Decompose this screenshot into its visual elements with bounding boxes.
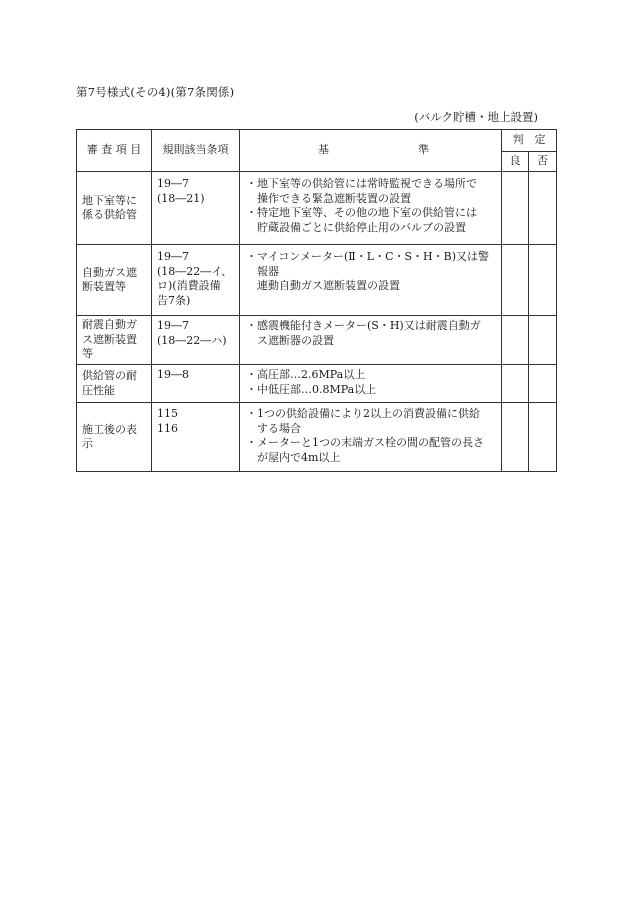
- judgment-good-cell[interactable]: [502, 403, 529, 472]
- review-item-line: ス遮断装置: [82, 332, 137, 346]
- table-row: [77, 403, 557, 472]
- review-item-line: 示: [82, 437, 93, 450]
- standard-line: する場合: [257, 421, 301, 435]
- standard-bullet: [246, 206, 501, 235]
- bullet-mark: ・: [246, 206, 257, 219]
- judgment-bad-cell[interactable]: [529, 245, 557, 316]
- review-item-line: 供給管の耐: [82, 369, 137, 382]
- rule-article-cell: [152, 316, 240, 365]
- review-item-line: 施工後の表: [82, 422, 137, 436]
- form-title: 第7号様式(その4)(第7条関係): [76, 85, 235, 99]
- review-item-cell: [77, 316, 152, 365]
- review-item-line: 等: [82, 347, 93, 361]
- review-item-cell: [77, 365, 152, 403]
- standard-line: 地下室等の供給管には常時監視できる場所で: [257, 177, 477, 190]
- standard-text: [257, 368, 501, 383]
- rule-article-line: ロ)(消費設備: [157, 279, 221, 292]
- bullet-mark: ・: [246, 177, 257, 190]
- rule-article-line: 19―7: [157, 319, 189, 332]
- rule-article-cell: [152, 172, 240, 245]
- standard-line: 1つの供給設備により2以上の消費設備に供給: [257, 407, 480, 420]
- rule-article-line: 19―7: [157, 177, 189, 190]
- standard-line: 報器: [257, 264, 279, 278]
- standard-bullet: [246, 383, 501, 398]
- bullet-mark: ・: [246, 319, 257, 332]
- rule-article-cell: [152, 365, 240, 403]
- table-row: [77, 245, 557, 316]
- rule-article-line: 19―7: [157, 250, 189, 263]
- judgment-bad-cell[interactable]: [529, 172, 557, 245]
- standard-line: 感震機能付きメーター(S・H)又は耐震自動ガ: [257, 319, 481, 332]
- review-item-line: 断装置等: [82, 280, 126, 293]
- standard-line: 操作できる緊急遮断装置の設置: [257, 191, 411, 205]
- standard-text: [257, 383, 501, 398]
- review-item-cell: [77, 403, 152, 472]
- judgment-good-cell[interactable]: [502, 245, 529, 316]
- rule-article-line: 告7条): [157, 293, 191, 307]
- standard-bullet: [246, 368, 501, 383]
- standard-text: [257, 407, 501, 436]
- bullet-mark: ・: [246, 250, 257, 263]
- standard-text: [257, 177, 501, 206]
- header-bad: 否: [529, 152, 557, 172]
- header-standard-right: 準: [418, 143, 429, 156]
- header-judgment: 判 定: [502, 130, 557, 152]
- standard-bullet: [246, 319, 501, 348]
- table-row: [77, 172, 557, 245]
- review-item-cell: [77, 172, 152, 245]
- rule-article-line: 115: [157, 407, 178, 420]
- rule-article-cell: [152, 403, 240, 472]
- standard-line: ス遮断器の設置: [257, 333, 334, 347]
- standard-line: 貯蔵設備ごとに供給停止用のバルブの設置: [257, 220, 466, 234]
- judgment-good-cell[interactable]: [502, 316, 529, 365]
- standard-text: [257, 436, 501, 465]
- standard-text: [257, 250, 501, 294]
- rule-article-line: (18―21): [157, 191, 205, 205]
- standard-cell: [240, 365, 502, 403]
- standard-bullet: [246, 407, 501, 436]
- standard-cell: [240, 403, 502, 472]
- table-row: [77, 365, 557, 403]
- standard-line: 中低圧部…0.8MPa以上: [257, 382, 377, 396]
- judgment-good-cell[interactable]: [502, 172, 529, 245]
- header-good: 良: [502, 152, 529, 172]
- review-item-line: 圧性能: [82, 383, 115, 397]
- header-standard-left: 基: [318, 143, 329, 156]
- review-item-line: 係る供給管: [82, 208, 137, 221]
- standard-line: マイコンメーター(Ⅱ・L・C・S・H・B)又は警: [257, 250, 490, 263]
- form-subtitle: (バルク貯槽・地上設置): [414, 110, 538, 124]
- rule-article-line: 19―8: [157, 368, 189, 381]
- table-row: [77, 316, 557, 365]
- bullet-mark: ・: [246, 368, 257, 381]
- rule-article-line: 116: [157, 421, 178, 435]
- review-item-line: 耐震自動ガ: [82, 318, 137, 332]
- header-standard: [240, 130, 502, 172]
- rule-article-line: (18―22―イ、: [157, 264, 233, 278]
- standard-line: 特定地下室等、その他の地下室の供給管には: [257, 206, 477, 219]
- standard-line: 高圧部…2.6MPa以上: [257, 368, 366, 381]
- inspection-table: [76, 129, 557, 472]
- review-item-line: 地下室等に: [82, 193, 137, 207]
- bullet-mark: ・: [246, 436, 257, 449]
- bullet-mark: ・: [246, 407, 257, 420]
- judgment-bad-cell[interactable]: [529, 403, 557, 472]
- standard-bullet: [246, 250, 501, 294]
- standard-bullet: [246, 177, 501, 206]
- review-item-line: 自動ガス遮: [82, 265, 137, 279]
- standard-cell: [240, 316, 502, 365]
- judgment-bad-cell[interactable]: [529, 316, 557, 365]
- judgment-bad-cell[interactable]: [529, 365, 557, 403]
- header-row: [77, 130, 557, 152]
- judgment-good-cell[interactable]: [502, 365, 529, 403]
- rule-article-line: (18―22―ハ): [157, 333, 227, 347]
- header-rule: 規則該当条項: [152, 130, 240, 172]
- header-item: 審 査 項 目: [77, 130, 152, 172]
- standard-text: [257, 206, 501, 235]
- review-item-cell: [77, 245, 152, 316]
- rule-article-cell: [152, 245, 240, 316]
- standard-text: [257, 319, 501, 348]
- standard-line: 連動自動ガス遮断装置の設置: [257, 279, 400, 292]
- standard-bullet: [246, 436, 501, 465]
- standard-line: メーターと1つの末端ガス栓の間の配管の長さ: [257, 436, 484, 449]
- standard-cell: [240, 172, 502, 245]
- bullet-mark: ・: [246, 382, 257, 396]
- standard-line: が屋内で4m以上: [257, 450, 341, 464]
- standard-cell: [240, 245, 502, 316]
